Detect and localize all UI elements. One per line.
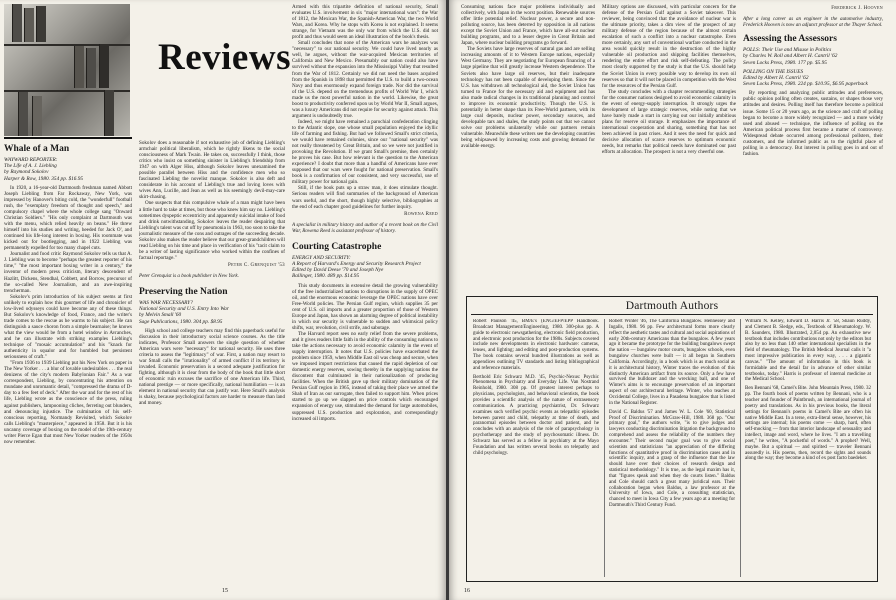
review-title-courting: Courting Catastrophe: [292, 241, 382, 252]
book-title: WAS WAR NECESSARY?: [139, 300, 193, 307]
book-pub-info: Harper & Row, 1980. 354 pp. $16.95: [4, 175, 84, 182]
review-title-preserving: Preserving the Nation: [139, 287, 228, 298]
reviewer-signature: Peter C. Grenquist '53: [227, 262, 285, 268]
book-subtitle: National Security and U.S. Entry Into War: [139, 306, 229, 313]
book-title: POLLS: Their Use and Misuse in Politics: [743, 47, 832, 54]
divider: [4, 137, 132, 139]
box-divider: [471, 314, 873, 315]
dartmouth-authors-box: [466, 296, 878, 582]
book-title: POLLING ON THE ISSUES: [743, 68, 804, 75]
column-divider: [740, 319, 741, 577]
paragraph: Armed with this tripartite definition of national security, Small evaluates U.S. involvement in six "major international wars": the War of 1812, the Mexican War, the Spanish-American War, the two World Wars, and Korea. Why he stops with Korea is not explained. It seems strange, for Vietnam was the only war from which the U.S. did not profit and thus would seem an ideal illustration of the book's thesis.: [292, 4, 438, 41]
box-title: Dartmouth Authors: [625, 300, 719, 312]
author-entry: Robert Paulson '45, BM/E's (ENG/EFP/EPP Handbook. Broadcast Management/Engineering, 1980. 300-plus pp. A guide to electronic newsgathering, electronic field production, and electronic post production for the 1980s. Subjects covered include new developments in electronic hardware: cameras, lenses, and lighting; and editing and post-production systems. The book contains several hundred illustrations as well as appendices outlining TV standards and listing bibliographical and reference materials.: [473, 319, 599, 371]
book-author: Edited by Albert H. Cantril '62: [743, 74, 809, 81]
left-page: [0, 0, 446, 600]
paragraph: "From 1936 to 1939 Liebling put his New York on paper in The New Yorker . . . a blur of lovable undesirables . . . the real denizens of the city's modern Babylonian Fair." As a war correspondent, Liebling, by concentrating his attention on mundane and unromantic detail, "compressed the drama of D-day to a few feet of deck." After the war and for the rest of his life, Liebling wrote as the conscience of the press, ruling against publishers, lampooning cliches, ferreting out blunders, and denouncing injustice. The culmination of his self-conscious reporting, Normandy Revisited, which Sokolov calls Liebling's "masterpiece," appeared in 1958. But it is his uncanny coverage of boxing on the model of the 19th-century writer Pierce Egan that most New Yorker readers of the 1950s now remember.: [4, 360, 132, 445]
author-entry: Berthold Eric Schwarz M.D. '45, Psychic-Nexus: Psychic Phenomena in Psychiatry and Everyday Life. Van Nostrand Reinhold, 1980. 308 pp. Of greatest interest perhaps to physicians, psychologists, and behavioral scientists, the book provides a scientific analysis of the nature of extrasensory communication. A practicing psychiatrist, Dr. Schwarz examines such verified psychic events as telepathic episodes between parent and child, telepathy at time of death, and paranormal episodes between doctor and patient, and he concludes with an analysis of the role of parapsychology in psychotherapy and the study of psychosomatic illness. Dr. Schwarz has served as a fellow in psychiatry at the Mayo Foundation and has written several books on telepathy and child psychology.: [473, 374, 599, 456]
paragraph: One suspects that this compulsive whale of a man might have been a little hard to take at times, but those who knew him say no. Liebling's sometimes dyspeptic eccentricity and apparently suicidal intake of food and drink notwithstanding, Sokolov leaves the reader despairing that Liebling's talent was cut off by pneumonia in 1963, too soon to take the journalistic measure of the cons and outrages of the succeeding decade. Sokolov also makes the reader believe that our great-grandchildren will read Liebling on his time and place in verification of his "tacit claim to be a writer of lasting significance who worked within the confines of factual reportage.": [139, 200, 285, 261]
book-subtitle: A Report of Harvard's Energy and Security Research Project: [292, 260, 421, 267]
paragraph: In 1920, a 16-year-old Dartmouth freshman named Abbott Joseph Liebling from Far Rockaway, New York, was impressed by Hanover's biting cold, the "wonderfull" football rush, the "exemplary freedom of thought and speech," and compulsory chapel where the whole college sang "Onward Christian Soldiers." "His only complaint at Dartmouth was with the menu, which relied heavily on beans." He threw himself into his studies and writing, heeded for Jack O', and continued his life-long interest in boxing. His roommate was kicked out for bootlegging, and in 1922 Liebling was permanently expelled for too many chapel cuts.: [4, 184, 132, 252]
paragraph: Military options are discussed, with particular concern for the defense of the Persian Gulf against a Soviet takeover. This reviewer, being convinced that the avoidance of nuclear war is the ultimate priority, takes a dim view of the prospect of any military defense of the region because of the almost certain escalation of such a conflict into a nuclear catastrophe. Even more certainly, any sort of conventional warfare conducted in the area would quickly result in the destruction of the highly vulnerable oil production and shipping facilities themselves, rendering the entire effort and risk self-defeating. The policy most clearly supported by the study is that the U.S. should help the Soviet Union in every possible way to develop its own oil reserves so that it will not be placed in competition with the West for the resources of the Persian Gulf.: [602, 4, 736, 89]
reviewer-note: Peter Grenquist is a book publisher in New York.: [139, 272, 239, 279]
author-entry: William N. Kelley, Edward D. Harris Jr. '58, Shaun Ruddy, and Clement B. Sledge, eds., Textbook of Rheumatology. W. B. Saunders, 1980. Illustrated, 2,054 pp. An exhaustive new textbook that includes contributions not only by the editors but also by no less than 140 other international specialists in the field of rheumatology. The British Medical Journal calls it "a most impressive publication in every way, . . . a gigantic canvas." "The amount of information in this book is formidable and the detail far in advance of other similar textbooks, today." Harris is professor of internal medicine at the Medical School.: [745, 319, 871, 383]
review-column-6: [743, 4, 883, 288]
book-author: Edited by David Deese '70 and Joseph Nye: [292, 267, 384, 274]
author-entry: Robert Winter '46, The California Bungalow. Hennessey and Ingalls, 1980. 96 pp. Few architectural forms more clearly reflect the aesthetic tastes and cultural and social aspirations of early 20th-century Americans than the bungalow. A few years ago it became the prototype for the building bungalows swept the nation — bungalow motor courts, bungalow schools, even bungalow churches were built — it all began in Southern California. Accordingly, in a book which is as much social as it is architectural history, Winter traces the evolution of this distinctly American artifact from its source. Only a few have survived the bulldozer and the wrecking ball, and one of Winter's aims is to encourage preservation of an important aspect of our architectural heritage. Winter, who teaches at Occidental College, lives in a Pasadena bungalow that is listed in the National Register.: [609, 319, 735, 406]
reviewer-signature: Frederick J. Hooven: [831, 6, 883, 11]
paragraph: This study documents in extensive detail the growing vulnerability of the free industrialized nations to disruptions in the supply of OPEC oil, and the enormous economic leverage the OPEC nations have over Free-World policies. The Persian Gulf region, which supplies 35 per cent of U.S. oil imports and a greater proportion of those of Western Europe and Japan, has shown an alarming degree of political instability in which our security is vulnerable to sudden and whimsical policy shifts, war, revolution, civil strife, and sabotage.: [292, 282, 438, 331]
paragraph: Indeed, we might have remained a parochial confederation clinging to the Atlantic slope, one whose small population enjoyed the idyllic life of farming and fishing. But had we followed Small's strict criteria, we would have remained colonies, since our "national security" was not really threatened by Great Britain, and so we were not justified in provoking the Revolution. If we grant Small's premise, then certainly he proves his case. But how relevant is the question to the American experience? I doubt that more than a handful of Americans have ever supposed that our wars were fought for national preservation. Small's book is a confirmation of our consistent, and very successful, use of military power for national gain.: [292, 118, 438, 186]
page-number-left: 15: [222, 588, 228, 594]
authors-column-1: [473, 319, 599, 577]
paragraph: The Soviets have large reserves of natural gas and are selling increasing amounts of it to Western Europe nations, especially West Germany. They are negotiating for European financing of a large pipeline that will greatly increase Western dependence. The Soviets also have large oil reserves, but their inadequate technology has not been capable of developing them. Since the U.S. has withdrawn all technological aid, the Soviet Union has turned to France for the necessary aid and equipment and has also made radical changes in its traditional planning and control to improve its economic productivity. Though the U.S. is potentially in better shape than its Free-World partners, with its large coal deposits, nuclear power, secondary sources, and developable tars and shales, the study points out that we cannot solve our problems unilaterally while our partners remain vulnerable. Meanwhile these writers see the developing countries being whipsawed by increasing costs and growing demand for available energy.: [461, 46, 595, 150]
review-column-4: [461, 4, 595, 288]
paragraph: The study concludes with a chapter recommending strategies for the consumer nations designed to avoid economic calamity in the event of energy-supply interruption. It strongly urges the development of large strategic reserves, while noting that we have barely made a start in carrying out our initially ambitious plans for reserve oil storage. It emphasizes the importance of international cooperation and sharing, something that has not been achieved in past crises. And it sees the need for quick and decisive allocation of scarce reserves to optimum economic needs, but remarks that political needs have dominated our past efforts at allocation. The prospect is not a very cheerful one.: [602, 88, 736, 156]
review-title-whale: Whale of a Man: [4, 144, 70, 154]
paragraph: High school and college teachers may find this paperback useful for discussion in their introductory social science courses. As the title indicates, Professor Small answers the single question of whether American wars were "necessary" for national security. He uses three criteria to assess the "legitimacy" of war. First, a nation may resort to war Small calls the "irrationality" of armed conflict if its territory is invaded. Economic preservation is a second adequate justification for fighting, although it is clear from the body of the book that little short of economic ruin excuses the sacrifice of one American life. Third, national prestige — or more specifically, national humiliation — is an element in national security that can justify war. Here Small's analysis is shaky, because psychological factors are harder to measure than land and money.: [139, 327, 285, 407]
reviewer-note: After a long career as an engineer in the automotive industry, Frederick Hooven is now an adjunct professor at the Thayer School.: [743, 16, 883, 29]
review-column-3: [292, 4, 438, 592]
book-pub-info: Seven Locks Press, 1980. 224 pp. $10.95, $6.95 paperback: [743, 81, 868, 88]
reviewer-note: A specialist in military history and author of a recent book on the Civil War, Rowena Reed is assistant professor of history.: [292, 221, 438, 234]
author-entry: David C. Baldus '57 and James W. L. Cole '60, Statistical Proof of Discrimination. McGraw-Hill, 1980. 368 pp. "Our primary goal," the authors write, "is to give judges and lawyers conducting discrimination litigation the background to comprehend and assess the reliability of the numbers they encounter." Their second major goal was to give social scientists and statisticians "an appreciation of the differing functions of quantitative proof in discrimination cases and in scientific inquiry, and a grasp of the influence that the law should have over their choices of research design and statistical methodology." It is true, as the legal maxim has it, that "figures speak and when they do courts listen." Baldus and Cole should catch a great many juridical ears. Their collaboration began when Baldus, a law professor at the University of Iowa, and Cole, a consulting statistician, chanced to meet in Iowa City a few years ago at a meeting for Dartmouth's Third Century Fund.: [609, 409, 735, 509]
reviewer-signature: Rowena Reed: [404, 211, 438, 217]
review-title-assessing: Assessing the Assessors: [743, 34, 837, 45]
book-author: by Raymond Sokolov: [4, 169, 49, 176]
book-title: ENERGY AND SECURITY:: [292, 254, 351, 261]
book-pub-info: Ballinger, 1980. 489 pp. $14.95: [292, 273, 360, 280]
book-author: by Charles W. Roll and Albert H. Cantril '62: [743, 53, 838, 60]
bookshelf-photo: [4, 4, 130, 136]
column-divider: [604, 319, 605, 577]
book-title: WAYWARD REPORTER:: [4, 157, 58, 163]
review-column-5: [602, 4, 736, 288]
author-entry: Ben Bennani '68, Camel's Bite. John Mountain Press, 1980. 32 pp. The fourth book of poems written by Bennani, who is a teacher and founder of Paintbrush, an international journal of poetry and translations. As in his previous books, the literal settings for Bennani's poems in Camel's Bite are often his native Middle East. In a terse, extra-literal sense, however, his settings are internal; his poems come — sharp, hard, often self-mocking — from that interior landscape of sensuality and intellect, image and word, where he lives. "I am a travelling poet," he writes, "A pocketful of words." A prophet? Well, maybe. But a spiritual — and spirited — traveler Bennani assuredly is. His poems, then, record the sights and sounds along the way; they become a kind of ex post facto baedeker.: [745, 386, 871, 462]
page-number-right: 16: [464, 588, 470, 594]
paragraph: Still, if the book puts up a straw man, it does stimulate thought. Serious readers will find summaries of the background of American wars useful, and the short, though highly selective, bibliographies at the end of each chapter good guidelines for further inquiry.: [292, 185, 438, 210]
right-page: [449, 0, 896, 600]
section-title: Reviews: [158, 37, 291, 78]
paragraph: By reporting and analyzing public attitudes and preferences, public opinion polling often creates, sustains, or shapes those very attitudes and desires. Polling itself has therefore become a political issue. Some 15 or 20 years ago, as the science and craft of polling began to become a more widely recognized — and a more widely used and abused — technique, the influence of polling on the American political process first became a matter of controversy. Widespread debate occurred among professional pollsters, their customers, and the informed public as to the rightful place of polling in a democracy. But interest in polling goes in and out of fashion.: [743, 90, 883, 157]
review-column-1: [4, 140, 132, 592]
paragraph: Journalist and food critic Raymond Sokolov tells us that A. J. Liebling was to become "perhaps the greatest reporter of his time," "the most important boxing writer in a century," the inventor of modern press criticism, literary descendent of Hazlitt, Dickens, Stendhal, Cobbett, and Borrow, precursor of the so-called New Journalism, and an awe-inspiring trencherman.: [4, 251, 132, 294]
paragraph: Sokolov's prim introduction of his subject seems at first unlikely to explain how this gourmet of life and chronicler of low-lived odysseys could have become any of these things. But Sokolov's knowledge of food, France, and the writer's trade comes to the rescue as he warms to his subject. He can distinguish a sauce choron from a simple bearnaise; he knows what the view would be from a hotel window in Avranches, and he can illustrate with striking examples Liebling's technique of "mosaic accumulation" and his "knack for authenticity in squalor and for humbled but persistent seriousness of craft.": [4, 293, 132, 361]
book-author: by Melvin Small '60: [139, 312, 182, 319]
review-column-2: [139, 140, 285, 592]
book-pub-info: Seven Locks Press, 1980. 177 pp. $5.95: [743, 59, 827, 66]
authors-column-3: [745, 319, 871, 577]
authors-column-2: [609, 319, 735, 577]
paragraph: Small concludes that none of the American wars he analyzes was "necessary" to our national security. We could have lived nearly as well, he argues, without the war-acquired Mexican territories of California and New Mexico. Presumably our nation could also have survived without the expansion into the Mississippi Valley that resulted from the War of 1812. Certainly we did not need the bases acquired from the Spanish in 1898 that permitted the U.S. to build a two-ocean Navy and thus enormously expand foreign trade. Nor did the survival of the U.S. depend on the tremendous profits of World War I, which made us the most powerful nation in the world. Likewise, the great boost to productivity conferred upon us by World War II, Small argues, was a luxury Americans did not require for security against attack. This argument is undoubtedly true.: [292, 40, 438, 119]
book-pub-info: Sage Publications, 1980. 304 pp. $8.95: [139, 318, 223, 325]
paragraph: The Harvard report sees no early relief from the severe problems, and it gives readers little faith in the ability of the consuming nations to take the actions necessary to avoid economic calamity in the event of supply interruption. It notes that U.S. policies have exacerbated the problem since 1959, when Middle East oil was cheap and secure, when we imposed import restrictions that caused the rapid depletion of our domestic energy reserves, sowing thereby in the supplying nations the discontent that culminated in their nationalization of producing facilities. When the British gave up their military domination of the Persian Gulf region in 1965, instead of taking their place we armed the Shah of Iran as our surrogate, then failed to support him. When prices started to go up we slapped on price controls which encouraged expansion of energy use, stimulated the demand for large automobiles, suppressed U.S. production and exploration, and correspondingly increased oil imports.: [292, 330, 438, 422]
book-subtitle: The Life of A. J. Liebling: [4, 163, 57, 170]
paragraph: Sokolov does a reasonable if not exhaustive job of defining Liebling's armchair political liberalism, which he rightly likens to the social consciousness of Mark Twain. He takes on, successfully I think, those critics who insist on something sinister in Liebling's friendship from 1947 on with Alger Hiss, although Sokolov leaves unexamined the possible parallel between Hiss and the confidence men who so fascinated Liebling the novelist manque. Sokolov is also deft and considerate in his account of Liebling's true and loving loves with wives Ann, Lucille, and Jean as well as his seemingly devil-may-care skirt-chasing.: [139, 140, 285, 201]
paragraph: Consuming nations face major problems individually and collectively, with Japan in the worst position. Renewable sources offer little potential relief. Nuclear power, a secure and non-polluting source, has been deterred by opposition in all nations except the Soviet Union and France, which have all-out nuclear building programs, and to a lesser degree in Great Britain and Japan, where nuclear building programs go forward.: [461, 4, 595, 47]
